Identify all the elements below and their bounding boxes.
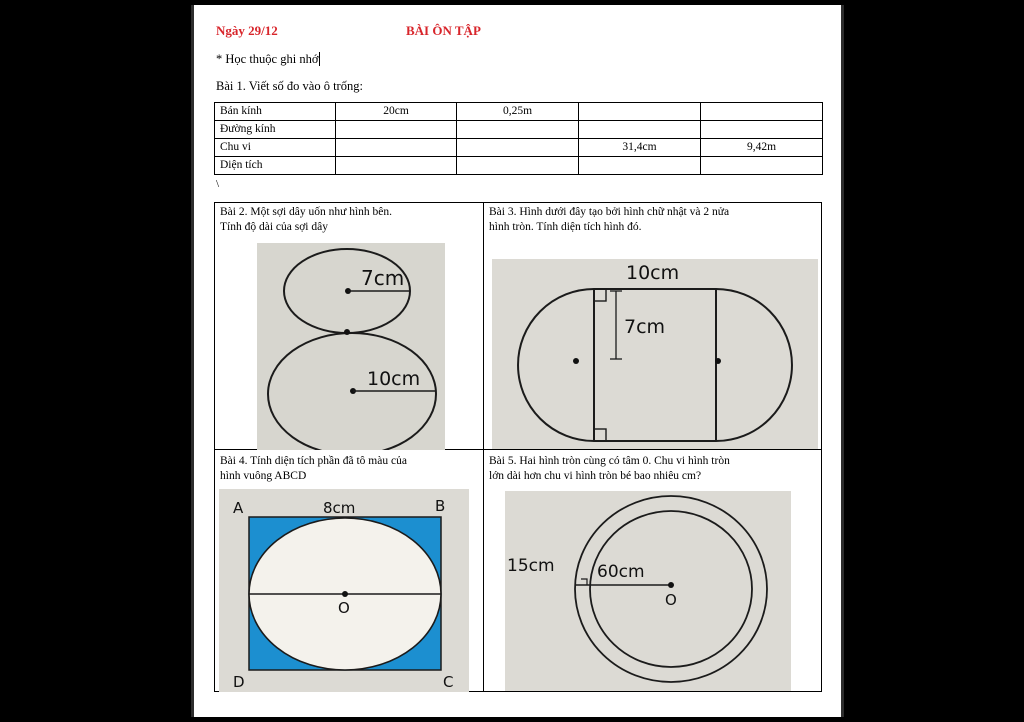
table-cell[interactable] <box>579 121 701 139</box>
row-label-radius: Bán kính <box>215 103 336 121</box>
big-radius-label: 10cm <box>367 368 421 390</box>
table-cell[interactable]: 9,42m <box>701 139 823 157</box>
small-radius-label: 7cm <box>361 266 405 290</box>
measurement-table <box>214 102 823 175</box>
row-label-area: Diện tích <box>215 157 336 175</box>
vertex-c-label: C <box>443 673 454 691</box>
figure-concentric-circles <box>505 491 791 691</box>
exercise-3-text: Bài 3. Hình dưới đây tạo bởi hình chữ nhật và 2 nửa hình tròn. Tính diện tích hình đó. <box>489 206 730 233</box>
grid-divider-vertical <box>483 203 484 691</box>
worksheet-title: BÀI ÔN TẬP <box>406 23 481 38</box>
stray-character: \ <box>216 178 220 190</box>
square-side-label: 8cm <box>323 499 356 517</box>
worksheet-page <box>191 5 844 717</box>
table-row <box>215 103 823 121</box>
row-label-diameter: Đường kính <box>215 121 336 139</box>
exercise-2-text: Bài 2. Một sợi dây uốn như hình bên. Tính độ dài của sợi dây <box>220 206 393 233</box>
center-label: O <box>338 599 350 617</box>
table-cell[interactable] <box>336 121 457 139</box>
table-cell[interactable] <box>336 157 457 175</box>
text-cursor <box>319 52 320 66</box>
ring-width-label: 15cm <box>507 556 555 576</box>
table-cell[interactable] <box>579 157 701 175</box>
vertex-d-label: D <box>233 673 245 691</box>
table-cell[interactable] <box>701 157 823 175</box>
date-heading: Ngày 29/12 <box>216 23 278 38</box>
vertex-a-label: A <box>233 499 244 517</box>
center-label: O <box>665 591 677 609</box>
table-cell[interactable] <box>457 139 579 157</box>
table-row <box>215 157 823 175</box>
table-cell[interactable]: 0,25m <box>457 103 579 121</box>
figure-string-circles <box>257 243 445 450</box>
table-cell[interactable] <box>457 121 579 139</box>
figure-rectangle-semicircles <box>492 259 818 449</box>
small-radius-label: 60cm <box>597 562 645 582</box>
row-label-circumference: Chu vi <box>215 139 336 157</box>
exercise-5-text: Bài 5. Hai hình tròn cùng có tâm 0. Chu vi hình tròn lớn dài hơn chu vi hình tròn bé bao nhiêu cm? <box>489 455 730 482</box>
rectangle-length-label: 10cm <box>626 262 680 284</box>
table-cell[interactable] <box>579 103 701 121</box>
table-row <box>215 121 823 139</box>
table-cell[interactable]: 20cm <box>336 103 457 121</box>
rectangle-width-label: 7cm <box>624 316 666 338</box>
figure-shaded-square <box>219 489 469 692</box>
memorize-note: * Học thuộc ghi nhớ <box>216 52 319 66</box>
vertex-b-label: B <box>435 497 446 515</box>
table-cell[interactable]: 31,4cm <box>579 139 701 157</box>
table-cell[interactable] <box>701 103 823 121</box>
table-cell[interactable] <box>336 139 457 157</box>
table-cell[interactable] <box>457 157 579 175</box>
exercise-grid <box>214 202 822 692</box>
table-cell[interactable] <box>701 121 823 139</box>
exercise-1-title: Bài 1. Viết số đo vào ô trống: <box>216 79 363 93</box>
table-row <box>215 139 823 157</box>
exercise-4-text: Bài 4. Tính diện tích phần đã tô màu của hình vuông ABCD <box>220 455 407 482</box>
